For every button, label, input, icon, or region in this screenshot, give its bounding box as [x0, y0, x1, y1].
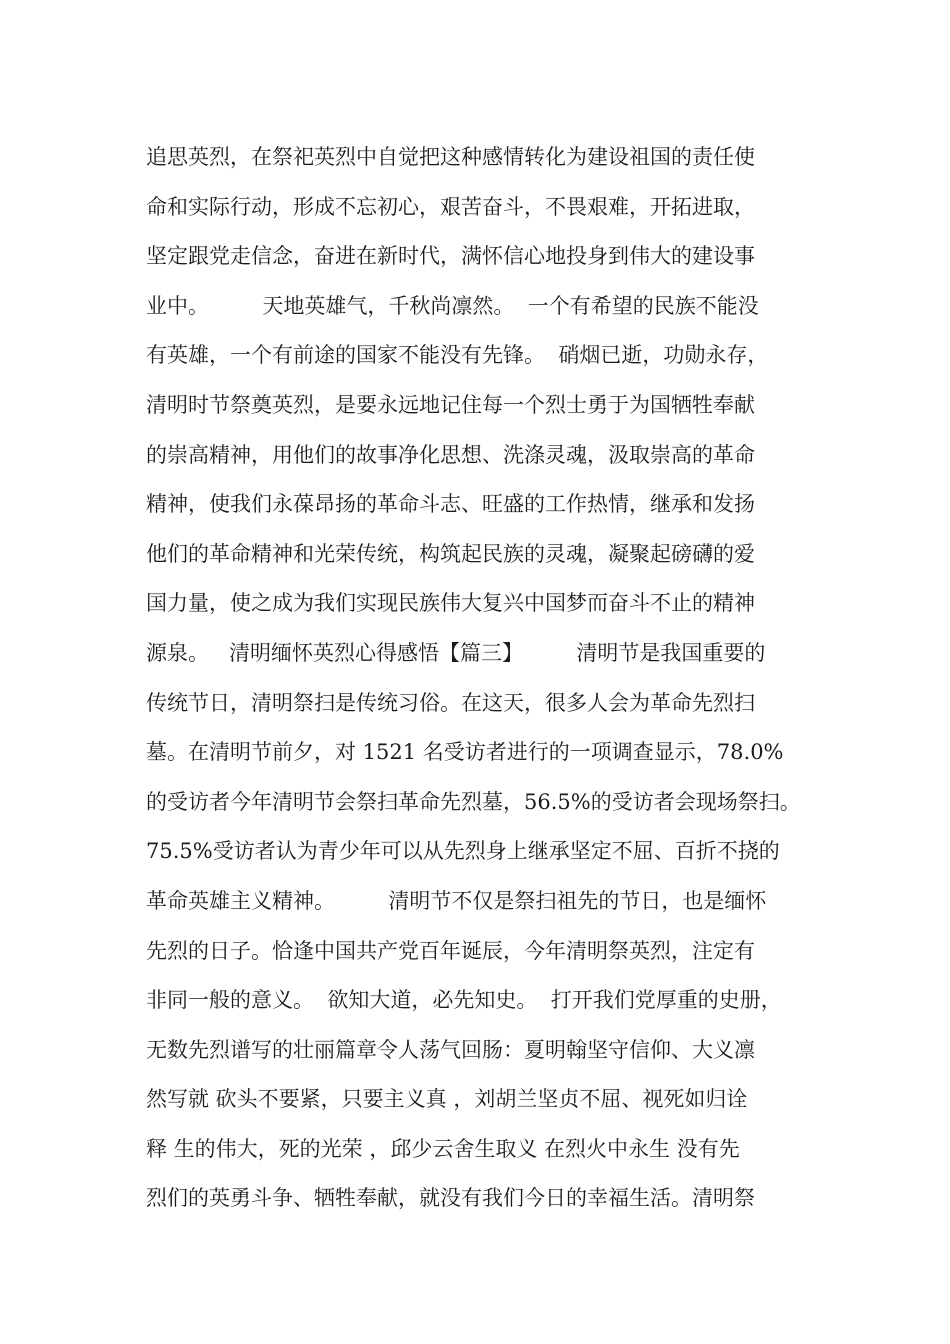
text-line: 的崇高精神，用他们的故事净化思想、洗涤灵魂，汲取崇高的革命 — [146, 442, 755, 467]
text-line: 墓。在清明节前夕，对 1521 名受访者进行的一项调查显示，78.0% — [146, 740, 784, 765]
text-line: 业中。 天地英雄气，千秋尚凛然。 一个有希望的民族不能没 — [146, 293, 759, 318]
text-line: 非同一般的意义。 欲知大道，必先知史。 打开我们党厚重的史册， — [146, 988, 782, 1013]
text-line: 传统节日，清明祭扫是传统习俗。在这天，很多人会为革命先烈扫 — [146, 690, 755, 715]
text-line: 75.5%受访者认为青少年可以从先烈身上继承坚定不屈、百折不挠的 — [146, 839, 780, 864]
text-line: 释 生的伟大，死的光荣 ，邱少云舍生取义 在烈火中永生 没有先 — [146, 1136, 740, 1161]
text-line: 坚定跟党走信念，奋进在新时代，满怀信心地投身到伟大的建设事 — [146, 244, 755, 269]
text-line: 命和实际行动，形成不忘初心，艰苦奋斗，不畏艰难，开拓进取， — [146, 194, 755, 219]
text-line: 的受访者今年清明节会祭扫革命先烈墓，56.5%的受访者会现场祭扫。 — [146, 789, 801, 814]
text-line: 先烈的日子。恰逢中国共产党百年诞辰，今年清明祭英烈，注定有 — [146, 938, 755, 963]
text-line: 清明时节祭奠英烈，是要永远地记住每一个烈士勇于为国牺牲奉献 — [146, 392, 755, 417]
text-line: 无数先烈谱写的壮丽篇章令人荡气回肠：夏明翰坚守信仰、大义凛 — [146, 1037, 755, 1062]
text-line: 源泉。 清明缅怀英烈心得感悟【篇三】 清明节是我国重要的 — [146, 640, 766, 665]
text-line: 精神，使我们永葆昂扬的革命斗志、旺盛的工作热情，继承和发扬 — [146, 492, 755, 517]
text-line: 然写就 砍头不要紧，只要主义真 ，刘胡兰坚贞不屈、视死如归诠 — [146, 1087, 748, 1112]
body-text — [146, 133, 810, 1224]
text-line: 有英雄，一个有前途的国家不能没有先锋。 硝烟已逝，功勋永存， — [146, 343, 769, 368]
text-line: 国力量，使之成为我们实现民族伟大复兴中国梦而奋斗不止的精神 — [146, 591, 755, 616]
text-line: 烈们的英勇斗争、牺牲奉献，就没有我们今日的幸福生活。清明祭 — [146, 1186, 755, 1211]
text-line: 追思英烈，在祭祀英烈中自觉把这种感情转化为建设祖国的责任使 — [146, 145, 755, 169]
text-line: 他们的革命精神和光荣传统，构筑起民族的灵魂，凝聚起磅礴的爱 — [146, 541, 755, 566]
text-line: 革命英雄主义精神。 清明节不仅是祭扫祖先的节日，也是缅怀 — [146, 888, 767, 913]
